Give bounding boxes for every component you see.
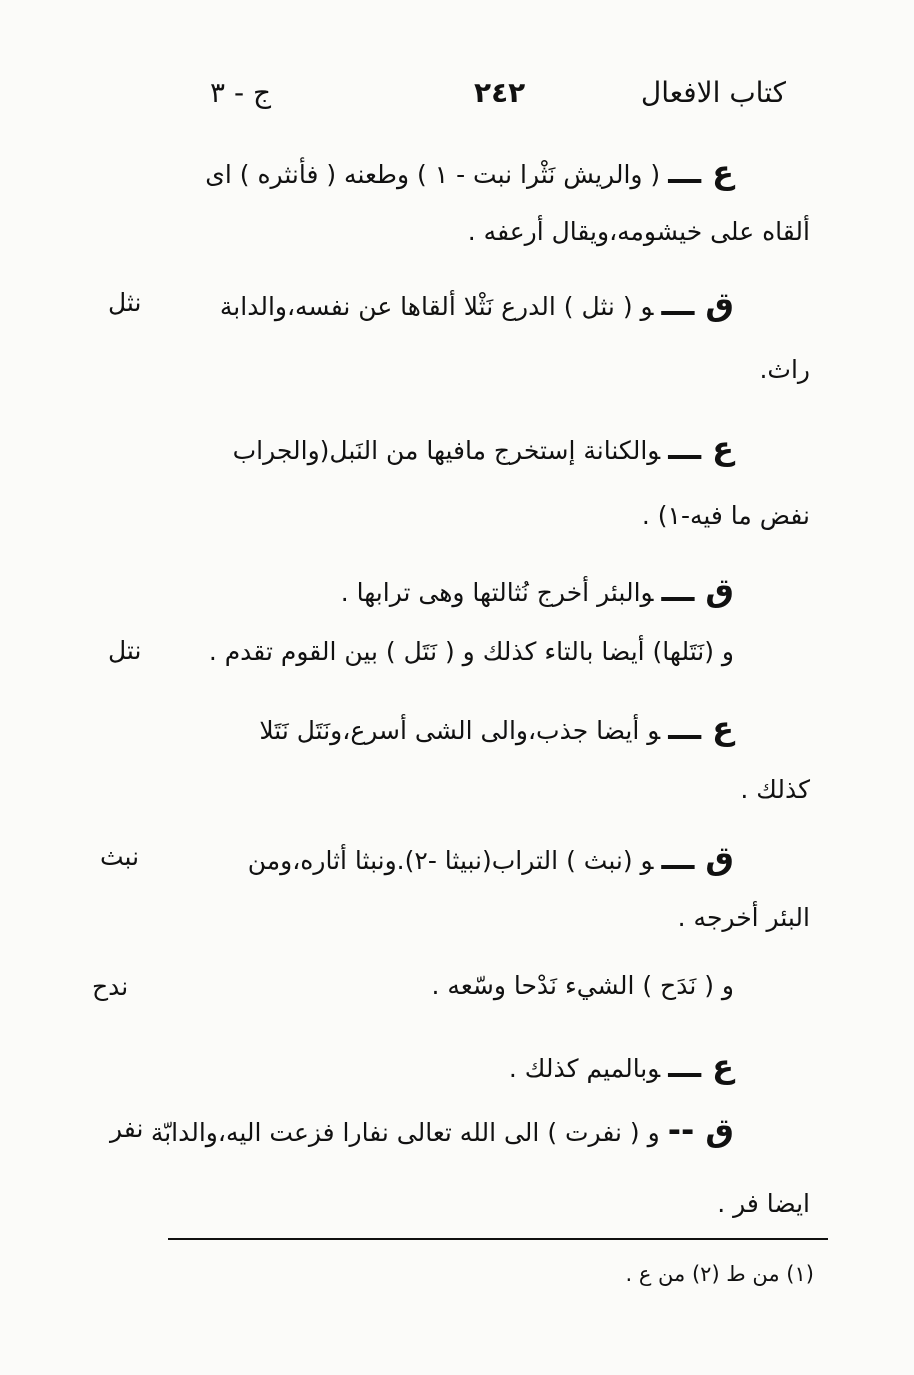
- text-line: [220, 284, 734, 327]
- text-line: [468, 212, 810, 252]
- line-marker: ق --: [667, 1111, 734, 1149]
- line-text: ايضا فر .: [717, 1189, 810, 1218]
- line-marker: ق ـــ: [661, 571, 734, 609]
- text-line: [717, 1184, 810, 1224]
- line-text: وبالميم كذلك .: [508, 1054, 661, 1083]
- line-text: والبئر أخرج نُثالتها وهى ترابها .: [340, 578, 654, 607]
- line-marker: ق ـــ: [661, 839, 734, 877]
- text-line: [759, 350, 810, 390]
- volume-label: ج - ٣: [210, 76, 272, 109]
- line-text: البئر أخرجه .: [677, 903, 810, 932]
- line-text: و ( نثل ) الدرع نَثْلا ألقاها عن نفسه،والدابة: [219, 292, 654, 321]
- line-text: و ( نفرت ) الى الله تعالى نفارا فزعت اليه،والدابّة: [150, 1118, 660, 1147]
- line-marker: ع ـــ: [668, 153, 734, 191]
- line-text: و (نبث ) التراب(نبيثا -٢).ونبثا أثاره،ومن: [247, 846, 654, 875]
- text-line: [151, 1110, 734, 1153]
- line-text: ( والريش نَثْرا نبت - ١ ) وطعنه ( فأنثره ) اى: [205, 160, 661, 189]
- text-line: [341, 570, 734, 613]
- line-text: كذلك .: [740, 775, 810, 804]
- line-marker: ع ـــ: [668, 709, 734, 747]
- text-line: [740, 770, 810, 810]
- margin-headword: نفر: [110, 1114, 144, 1143]
- footnote-divider: [168, 1238, 828, 1240]
- page-number: ٢٤٢: [474, 76, 526, 109]
- text-line: [205, 152, 734, 195]
- line-text: راث.: [759, 355, 810, 384]
- text-line: [642, 496, 810, 536]
- footnote: (١) من ط (٢) من ع .: [625, 1262, 814, 1286]
- text-line: [233, 428, 734, 471]
- line-marker: ع ـــ: [668, 1047, 734, 1085]
- text-line: [678, 898, 810, 938]
- line-marker: ق ـــ: [661, 285, 734, 323]
- margin-headword: ندح: [92, 972, 129, 1001]
- line-text: و (نَتَلها) أيضا بالتاء كذلك و ( نَتَل ) بين القوم تقدم .: [208, 637, 734, 666]
- text-line: [509, 1046, 734, 1089]
- margin-headword: نتل: [108, 636, 142, 665]
- line-marker: ع ـــ: [668, 429, 734, 467]
- margin-headword: نبث: [100, 842, 140, 871]
- line-text: و أيضا جذب،والى الشى أسرع،ونَتَل نَتَلا: [259, 716, 661, 745]
- text-line: [432, 966, 734, 1006]
- line-text: والكنانة إستخرج مافيها من النَبل(والجراب: [232, 436, 661, 465]
- line-text: نفض ما فيه-١) .: [641, 501, 810, 530]
- text-line: [259, 708, 734, 751]
- text-line: [209, 632, 734, 672]
- book-title: كتاب الافعال: [640, 76, 786, 109]
- line-text: و ( نَدَح ) الشيء نَدْحا وسّعه .: [431, 971, 734, 1000]
- margin-headword: نثل: [108, 288, 142, 317]
- line-text: ألقاه على خيشومه،ويقال أرعفه .: [467, 217, 810, 246]
- text-line: [248, 838, 734, 881]
